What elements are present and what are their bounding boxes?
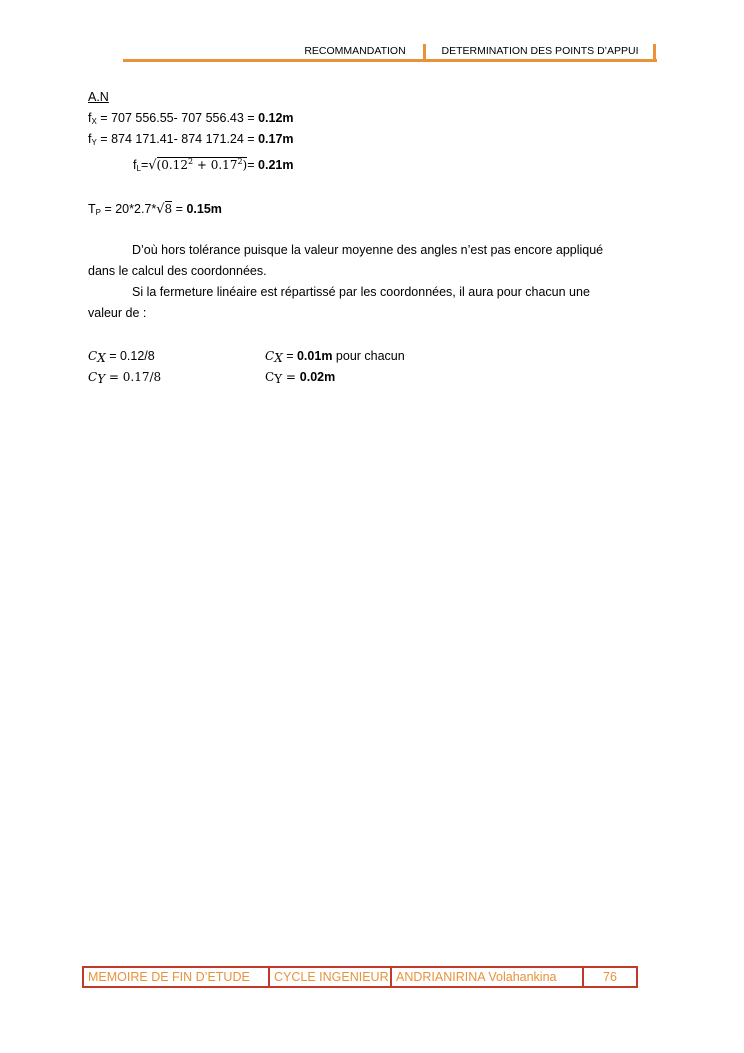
cx-right-suffix: pour chacun [332,349,405,363]
fl-sub: L [136,164,141,173]
header-underline [123,59,657,62]
fl-eq: = [140,158,149,172]
para2-line2: valeur de : [88,306,147,320]
fl-result: 0.21m [258,158,294,172]
fy-sub: Y [91,138,97,147]
cy-left-var: C [88,370,98,384]
page-number: 76 [603,970,617,984]
cy-right-eq: = [282,370,300,384]
tp-equation [88,201,222,221]
page-header [0,44,744,64]
fx-sub: X [91,117,97,126]
cx-left-equation [88,348,155,366]
fy-expr: = 874 171.41- 874 171.24 = [96,132,259,146]
cy-left-equation [88,369,161,387]
fl-radicand [157,157,248,172]
cx-right-var: C [265,349,275,363]
tp-sub: P [95,208,101,217]
tp-eq: = [172,202,187,216]
para1-line1: D’où hors tolérance puisque la valeur moyenne des angles n’est pas encore appliqué [132,243,604,257]
fl-open: (0.12 [156,158,188,172]
page-footer [82,966,638,988]
cx-right-eq: = [282,349,297,363]
cy-right-result: 0.02m [299,370,336,384]
header-chapter-title: DETERMINATION DES POINTS D’APPUI [441,45,639,57]
cx-left-expr: = 0.12/8 [105,349,155,363]
fx-equation [88,110,294,130]
fl-prefix: f [133,158,137,172]
paragraph-tolerance [88,240,650,324]
sqrt-symbol: √ [148,158,157,173]
footer-author: ANDRIANIRINA Volahankina [392,968,584,986]
cy-right-var: C [265,370,275,384]
tp-prefix: T [88,202,96,216]
tp-radicand: 8 [164,202,173,216]
fy-prefix: f [88,132,92,146]
para2-line1: Si la fermeture linéaire est répartissé par les coordonnées, il aura pour chacun une [132,285,590,299]
fy-equation [88,131,294,151]
fl-plus: + 0.17 [193,158,238,172]
tp-result: 0.15m [186,202,222,216]
cy-left-sub: Y [97,372,106,386]
footer-memoire: MEMOIRE DE FIN D’ETUDE [84,968,270,986]
fl-exp2: 2 [237,157,243,166]
cy-right-equation [265,369,335,387]
fl-equation [133,154,293,177]
an-label: A.N [88,90,109,104]
fy-result: 0.17m [258,132,294,146]
cx-right-sub: X [274,351,283,365]
cx-left-sub: X [97,351,106,365]
cy-left-expr: = 0.17/8 [105,370,162,384]
fl-exp1: 2 [187,157,194,166]
tp-expr: = 20*2.7* [100,202,157,216]
para1-line2: dans le calcul des coordonnées. [88,264,267,278]
fx-expr: = 707 556.55- 707 556.43 = [96,111,259,125]
fx-result: 0.12m [258,111,294,125]
sqrt-symbol: √ [156,202,165,217]
cy-right-sub: Y [274,372,283,386]
fx-prefix: f [88,111,92,125]
cx-right-equation [265,348,405,366]
cx-left-var: C [88,349,98,363]
fl-close: ) [242,158,248,172]
cx-right-result: 0.01m [296,349,333,363]
header-section-title: RECOMMANDATION [304,45,406,57]
fl-eq2: = [247,158,259,172]
footer-cycle: CYCLE INGENIEUR [270,968,392,986]
